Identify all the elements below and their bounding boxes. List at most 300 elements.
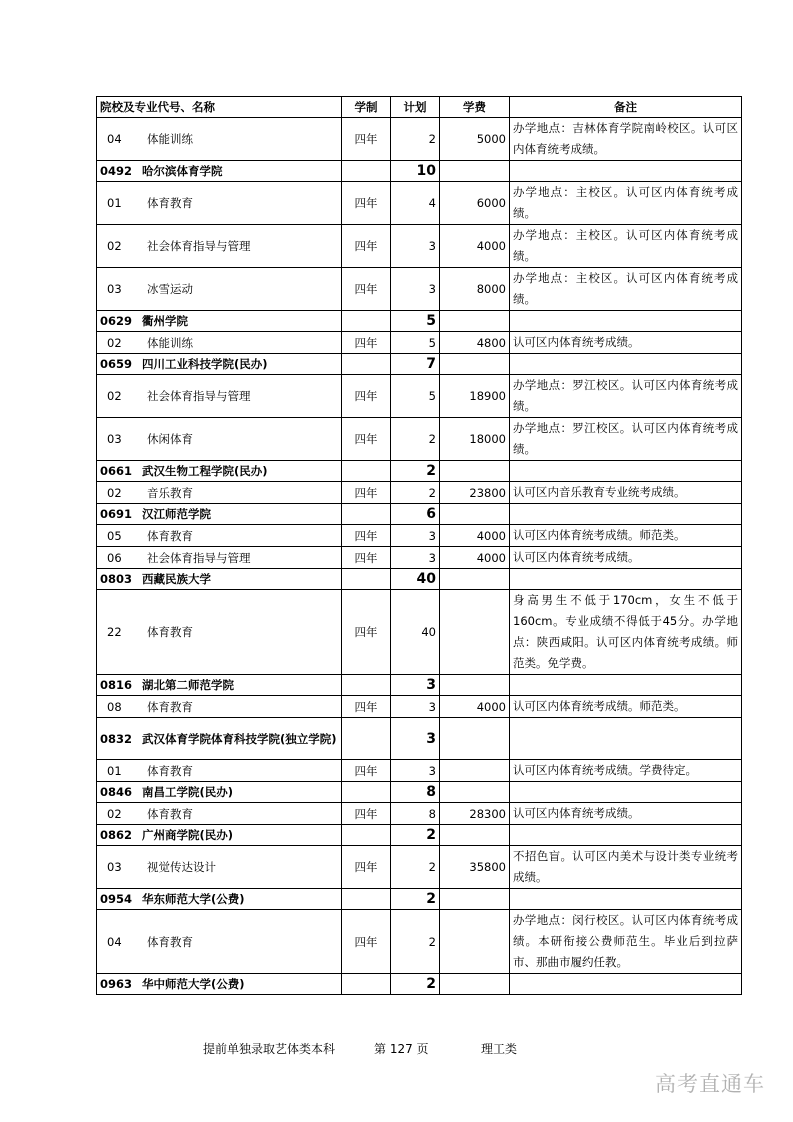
note-cell — [510, 418, 742, 461]
note-cell — [510, 161, 742, 182]
fee-cell — [440, 311, 510, 332]
name-cell — [97, 782, 342, 803]
fee-cell — [440, 782, 510, 803]
plan-cell — [391, 889, 440, 910]
note-cell — [510, 461, 742, 482]
plan-value: 5 — [428, 335, 436, 350]
school-code: 0803 — [100, 572, 133, 586]
footer-category: 提前单独录取艺体类本科 — [203, 1042, 336, 1056]
name-cell — [97, 418, 342, 461]
note-cell — [510, 974, 742, 995]
fee-value: 4000 — [476, 239, 506, 253]
major-name: 体育教育 — [147, 934, 193, 949]
fee-value: 5000 — [476, 132, 506, 146]
term-cell — [342, 461, 391, 482]
plan-value: 2 — [428, 485, 436, 500]
term-value: 四年 — [354, 699, 378, 714]
plan-value: 8 — [426, 784, 436, 800]
plan-value: 3 — [428, 699, 436, 714]
header-term: 学制 — [342, 97, 391, 118]
major-code: 02 — [107, 239, 122, 253]
major-name: 休闲体育 — [147, 432, 193, 446]
major-row — [97, 590, 742, 675]
plan-value: 7 — [426, 356, 436, 372]
fee-cell — [440, 332, 510, 354]
term-cell — [342, 718, 391, 760]
major-name: 社会体育指导与管理 — [147, 239, 251, 253]
major-code: 02 — [107, 335, 122, 350]
note-value: 认可区内体育统考成绩。 — [513, 550, 640, 564]
note-value: 办学地点：主校区。认可区内体育统考成绩。 — [513, 228, 738, 263]
term-value: 四年 — [354, 934, 378, 949]
major-code: 04 — [107, 132, 122, 146]
note-cell — [510, 696, 742, 718]
major-name: 体育教育 — [147, 528, 193, 543]
footer-subject: 理工类 — [481, 1042, 518, 1056]
school-code: 0832 — [100, 731, 133, 746]
major-row — [97, 418, 742, 461]
plan-value: 2 — [426, 827, 436, 843]
major-code: 22 — [107, 625, 122, 639]
term-cell — [342, 547, 391, 569]
major-name: 体育教育 — [147, 806, 193, 821]
fee-value: 4000 — [476, 550, 506, 565]
major-name: 体能训练 — [147, 335, 193, 350]
note-cell — [510, 846, 742, 889]
major-row — [97, 118, 742, 161]
note-value: 办学地点：主校区。认可区内体育统考成绩。 — [513, 271, 738, 306]
note-cell — [510, 889, 742, 910]
school-row — [97, 889, 742, 910]
note-value: 认可区内体育统考成绩。学费待定。 — [513, 763, 697, 777]
major-name: 视觉传达设计 — [147, 860, 216, 874]
fee-cell — [440, 846, 510, 889]
plan-cell — [391, 974, 440, 995]
plan-value: 2 — [428, 860, 436, 874]
note-value: 认可区内体育统考成绩。师范类。 — [513, 699, 686, 713]
fee-cell — [440, 760, 510, 782]
major-row — [97, 760, 742, 782]
major-code: 03 — [107, 432, 122, 446]
fee-cell — [440, 375, 510, 418]
plan-value: 5 — [428, 389, 436, 403]
note-cell — [510, 547, 742, 569]
header-plan: 计划 — [391, 97, 440, 118]
plan-cell — [391, 268, 440, 311]
major-code: 02 — [107, 806, 122, 821]
term-value: 四年 — [354, 806, 378, 821]
table-header-row — [97, 97, 742, 118]
note-cell — [510, 311, 742, 332]
name-cell — [97, 547, 342, 569]
term-value: 四年 — [354, 132, 378, 146]
plan-value: 6 — [426, 506, 436, 522]
fee-cell — [440, 696, 510, 718]
major-name: 体育教育 — [147, 625, 193, 639]
note-cell — [510, 825, 742, 846]
fee-cell — [440, 547, 510, 569]
fee-value: 18000 — [469, 432, 506, 446]
major-name: 体育教育 — [147, 196, 193, 210]
note-cell — [510, 760, 742, 782]
term-cell — [342, 161, 391, 182]
school-code: 0661 — [100, 464, 133, 478]
plan-value: 4 — [428, 196, 436, 210]
plan-cell — [391, 846, 440, 889]
plan-cell — [391, 375, 440, 418]
major-code: 08 — [107, 699, 122, 714]
note-cell — [510, 525, 742, 547]
major-name: 社会体育指导与管理 — [147, 550, 251, 565]
name-cell — [97, 161, 342, 182]
school-row — [97, 461, 742, 482]
major-row — [97, 182, 742, 225]
plan-cell — [391, 461, 440, 482]
plan-cell — [391, 718, 440, 760]
plan-cell — [391, 525, 440, 547]
plan-value: 3 — [428, 550, 436, 565]
major-row — [97, 375, 742, 418]
major-code: 05 — [107, 528, 122, 543]
plan-cell — [391, 161, 440, 182]
name-cell — [97, 311, 342, 332]
school-code: 0862 — [100, 828, 133, 842]
plan-cell — [391, 803, 440, 825]
fee-value: 4000 — [476, 528, 506, 543]
name-cell — [97, 569, 342, 590]
term-cell — [342, 825, 391, 846]
school-code: 0816 — [100, 678, 133, 692]
term-cell — [342, 225, 391, 268]
school-name: 衢州学院 — [142, 314, 188, 328]
school-code: 0846 — [100, 785, 133, 799]
plan-cell — [391, 569, 440, 590]
name-cell — [97, 375, 342, 418]
term-value: 四年 — [354, 432, 378, 446]
fee-cell — [440, 225, 510, 268]
plan-value: 5 — [426, 313, 436, 329]
school-name: 哈尔滨体育学院 — [142, 164, 223, 178]
term-cell — [342, 332, 391, 354]
name-cell — [97, 974, 342, 995]
plan-cell — [391, 482, 440, 504]
school-name: 华东师范大学(公费) — [142, 892, 245, 906]
name-cell — [97, 225, 342, 268]
term-cell — [342, 311, 391, 332]
fee-value: 8000 — [476, 282, 506, 296]
note-value: 认可区内音乐教育专业统考成绩。 — [513, 485, 686, 499]
term-cell — [342, 590, 391, 675]
term-value: 四年 — [354, 239, 378, 253]
name-cell — [97, 825, 342, 846]
plan-cell — [391, 547, 440, 569]
term-value: 四年 — [354, 528, 378, 543]
name-cell — [97, 332, 342, 354]
plan-value: 40 — [416, 571, 436, 587]
fee-cell — [440, 504, 510, 525]
admissions-table — [96, 96, 742, 995]
plan-value: 3 — [426, 730, 436, 747]
plan-cell — [391, 118, 440, 161]
fee-value: 6000 — [476, 196, 506, 210]
major-row — [97, 225, 742, 268]
school-row — [97, 569, 742, 590]
school-name: 汉江师范学院 — [142, 507, 211, 521]
school-name: 华中师范大学(公费) — [142, 977, 245, 991]
school-row — [97, 161, 742, 182]
school-row — [97, 311, 742, 332]
term-cell — [342, 675, 391, 696]
fee-cell — [440, 569, 510, 590]
note-value: 认可区内体育统考成绩。师范类。 — [513, 528, 686, 542]
school-code: 0629 — [100, 314, 133, 328]
watermark: 高考直通车 — [655, 1072, 765, 1096]
fee-cell — [440, 974, 510, 995]
term-cell — [342, 910, 391, 974]
term-cell — [342, 354, 391, 375]
term-cell — [342, 569, 391, 590]
school-name: 西藏民族大学 — [142, 572, 211, 586]
school-name: 湖北第二师范学院 — [142, 678, 234, 692]
name-cell — [97, 354, 342, 375]
term-cell — [342, 525, 391, 547]
note-value: 认可区内体育统考成绩。 — [513, 335, 640, 349]
term-value: 四年 — [354, 485, 378, 500]
plan-cell — [391, 418, 440, 461]
fee-cell — [440, 118, 510, 161]
fee-cell — [440, 825, 510, 846]
name-cell — [97, 182, 342, 225]
major-name: 体育教育 — [147, 699, 193, 714]
school-name: 武汉生物工程学院(民办) — [142, 464, 268, 478]
term-cell — [342, 782, 391, 803]
name-cell — [97, 118, 342, 161]
note-cell — [510, 354, 742, 375]
major-code: 01 — [107, 763, 122, 778]
plan-cell — [391, 311, 440, 332]
fee-value: 28300 — [469, 806, 506, 821]
fee-cell — [440, 889, 510, 910]
term-cell — [342, 504, 391, 525]
major-code: 01 — [107, 196, 122, 210]
name-cell — [97, 910, 342, 974]
term-value: 四年 — [354, 550, 378, 565]
note-cell — [510, 675, 742, 696]
plan-value: 2 — [426, 891, 436, 907]
footer-page-number: 第 127 页 — [374, 1042, 429, 1056]
fee-cell — [440, 182, 510, 225]
major-row — [97, 525, 742, 547]
plan-cell — [391, 782, 440, 803]
school-code: 0963 — [100, 977, 133, 991]
note-value: 办学地点：罗江校区。认可区内体育统考成绩。 — [513, 421, 738, 456]
plan-cell — [391, 760, 440, 782]
note-value: 办学地点：闵行校区。认可区内体育统考成绩。本研衔接公费师范生。毕业后到拉萨市、那曲市履约任教。 — [513, 913, 738, 969]
school-code: 0492 — [100, 164, 133, 178]
fee-value: 4800 — [476, 335, 506, 350]
major-name: 社会体育指导与管理 — [147, 389, 251, 403]
school-name: 南昌工学院(民办) — [142, 785, 234, 799]
note-cell — [510, 375, 742, 418]
fee-cell — [440, 418, 510, 461]
major-code: 06 — [107, 550, 122, 565]
name-cell — [97, 504, 342, 525]
term-cell — [342, 418, 391, 461]
name-cell — [97, 760, 342, 782]
note-value: 认可区内体育统考成绩。 — [513, 806, 640, 820]
plan-value: 3 — [428, 763, 436, 778]
term-cell — [342, 696, 391, 718]
plan-value: 3 — [426, 677, 436, 693]
term-value: 四年 — [354, 763, 378, 778]
plan-cell — [391, 696, 440, 718]
fee-cell — [440, 268, 510, 311]
school-row — [97, 504, 742, 525]
fee-value: 4000 — [476, 699, 506, 714]
school-code: 0659 — [100, 357, 133, 371]
term-cell — [342, 268, 391, 311]
plan-cell — [391, 675, 440, 696]
plan-cell — [391, 504, 440, 525]
fee-cell — [440, 525, 510, 547]
name-cell — [97, 718, 342, 760]
fee-value: 18900 — [469, 389, 506, 403]
school-name: 四川工业科技学院(民办) — [142, 357, 268, 371]
note-cell — [510, 782, 742, 803]
note-value: 办学地点：吉林体育学院南岭校区。认可区内体育统考成绩。 — [513, 121, 738, 156]
fee-cell — [440, 675, 510, 696]
term-cell — [342, 760, 391, 782]
fee-value: 35800 — [469, 860, 506, 874]
fee-cell — [440, 161, 510, 182]
note-cell — [510, 718, 742, 760]
plan-value: 2 — [426, 976, 436, 992]
major-code: 03 — [107, 282, 122, 296]
plan-cell — [391, 590, 440, 675]
major-row — [97, 268, 742, 311]
name-cell — [97, 525, 342, 547]
plan-cell — [391, 910, 440, 974]
term-value: 四年 — [354, 196, 378, 210]
note-cell — [510, 332, 742, 354]
major-name: 体育教育 — [147, 763, 193, 778]
major-code: 03 — [107, 860, 122, 874]
table-body — [97, 118, 742, 995]
note-value: 办学地点：罗江校区。认可区内体育统考成绩。 — [513, 378, 738, 413]
plan-value: 3 — [428, 528, 436, 543]
note-value: 办学地点：主校区。认可区内体育统考成绩。 — [513, 185, 738, 220]
plan-value: 3 — [428, 282, 436, 296]
major-code: 04 — [107, 934, 122, 949]
plan-value: 2 — [428, 432, 436, 446]
name-cell — [97, 461, 342, 482]
fee-cell — [440, 354, 510, 375]
school-code: 0691 — [100, 507, 133, 521]
note-cell — [510, 482, 742, 504]
major-row — [97, 910, 742, 974]
term-cell — [342, 118, 391, 161]
major-name: 音乐教育 — [147, 485, 193, 500]
plan-value: 8 — [428, 806, 436, 821]
term-value: 四年 — [354, 860, 378, 874]
header-note: 备注 — [510, 97, 742, 118]
fee-cell — [440, 910, 510, 974]
note-value: 不招色盲。认可区内美术与设计类专业统考成绩。 — [513, 849, 738, 884]
school-row — [97, 354, 742, 375]
note-cell — [510, 803, 742, 825]
header-name: 院校及专业代号、名称 — [97, 97, 342, 118]
term-cell — [342, 846, 391, 889]
page-footer — [0, 1040, 793, 1060]
plan-value: 2 — [426, 463, 436, 479]
plan-cell — [391, 182, 440, 225]
school-row — [97, 974, 742, 995]
major-name: 体能训练 — [147, 132, 193, 146]
term-cell — [342, 889, 391, 910]
fee-cell — [440, 803, 510, 825]
school-row — [97, 718, 742, 760]
name-cell — [97, 889, 342, 910]
major-row — [97, 482, 742, 504]
plan-cell — [391, 825, 440, 846]
school-row — [97, 825, 742, 846]
term-value: 四年 — [354, 335, 378, 350]
major-code: 02 — [107, 485, 122, 500]
major-row — [97, 332, 742, 354]
plan-cell — [391, 332, 440, 354]
fee-cell — [440, 461, 510, 482]
plan-value: 40 — [421, 625, 436, 639]
note-cell — [510, 910, 742, 974]
term-cell — [342, 974, 391, 995]
name-cell — [97, 803, 342, 825]
major-row — [97, 696, 742, 718]
note-cell — [510, 225, 742, 268]
major-row — [97, 803, 742, 825]
major-row — [97, 846, 742, 889]
term-cell — [342, 182, 391, 225]
plan-cell — [391, 354, 440, 375]
term-cell — [342, 482, 391, 504]
note-value: 身高男生不低于170cm，女生不低于160cm。专业成绩不得低于45分。办学地点：陕西咸阳。认可区内体育统考成绩。师范类。免学费。 — [513, 593, 738, 670]
major-code: 02 — [107, 389, 122, 403]
plan-value: 2 — [428, 934, 436, 949]
term-cell — [342, 375, 391, 418]
name-cell — [97, 482, 342, 504]
note-cell — [510, 569, 742, 590]
note-cell — [510, 504, 742, 525]
plan-value: 10 — [416, 163, 436, 179]
note-cell — [510, 268, 742, 311]
name-cell — [97, 675, 342, 696]
note-cell — [510, 590, 742, 675]
name-cell — [97, 696, 342, 718]
term-cell — [342, 803, 391, 825]
term-value: 四年 — [354, 625, 378, 639]
note-cell — [510, 182, 742, 225]
term-value: 四年 — [354, 282, 378, 296]
name-cell — [97, 846, 342, 889]
plan-value: 2 — [428, 132, 436, 146]
school-row — [97, 782, 742, 803]
header-fee: 学费 — [440, 97, 510, 118]
fee-value: 23800 — [469, 485, 506, 500]
term-value: 四年 — [354, 389, 378, 403]
name-cell — [97, 268, 342, 311]
major-name: 冰雪运动 — [147, 282, 193, 296]
note-cell — [510, 118, 742, 161]
fee-cell — [440, 590, 510, 675]
